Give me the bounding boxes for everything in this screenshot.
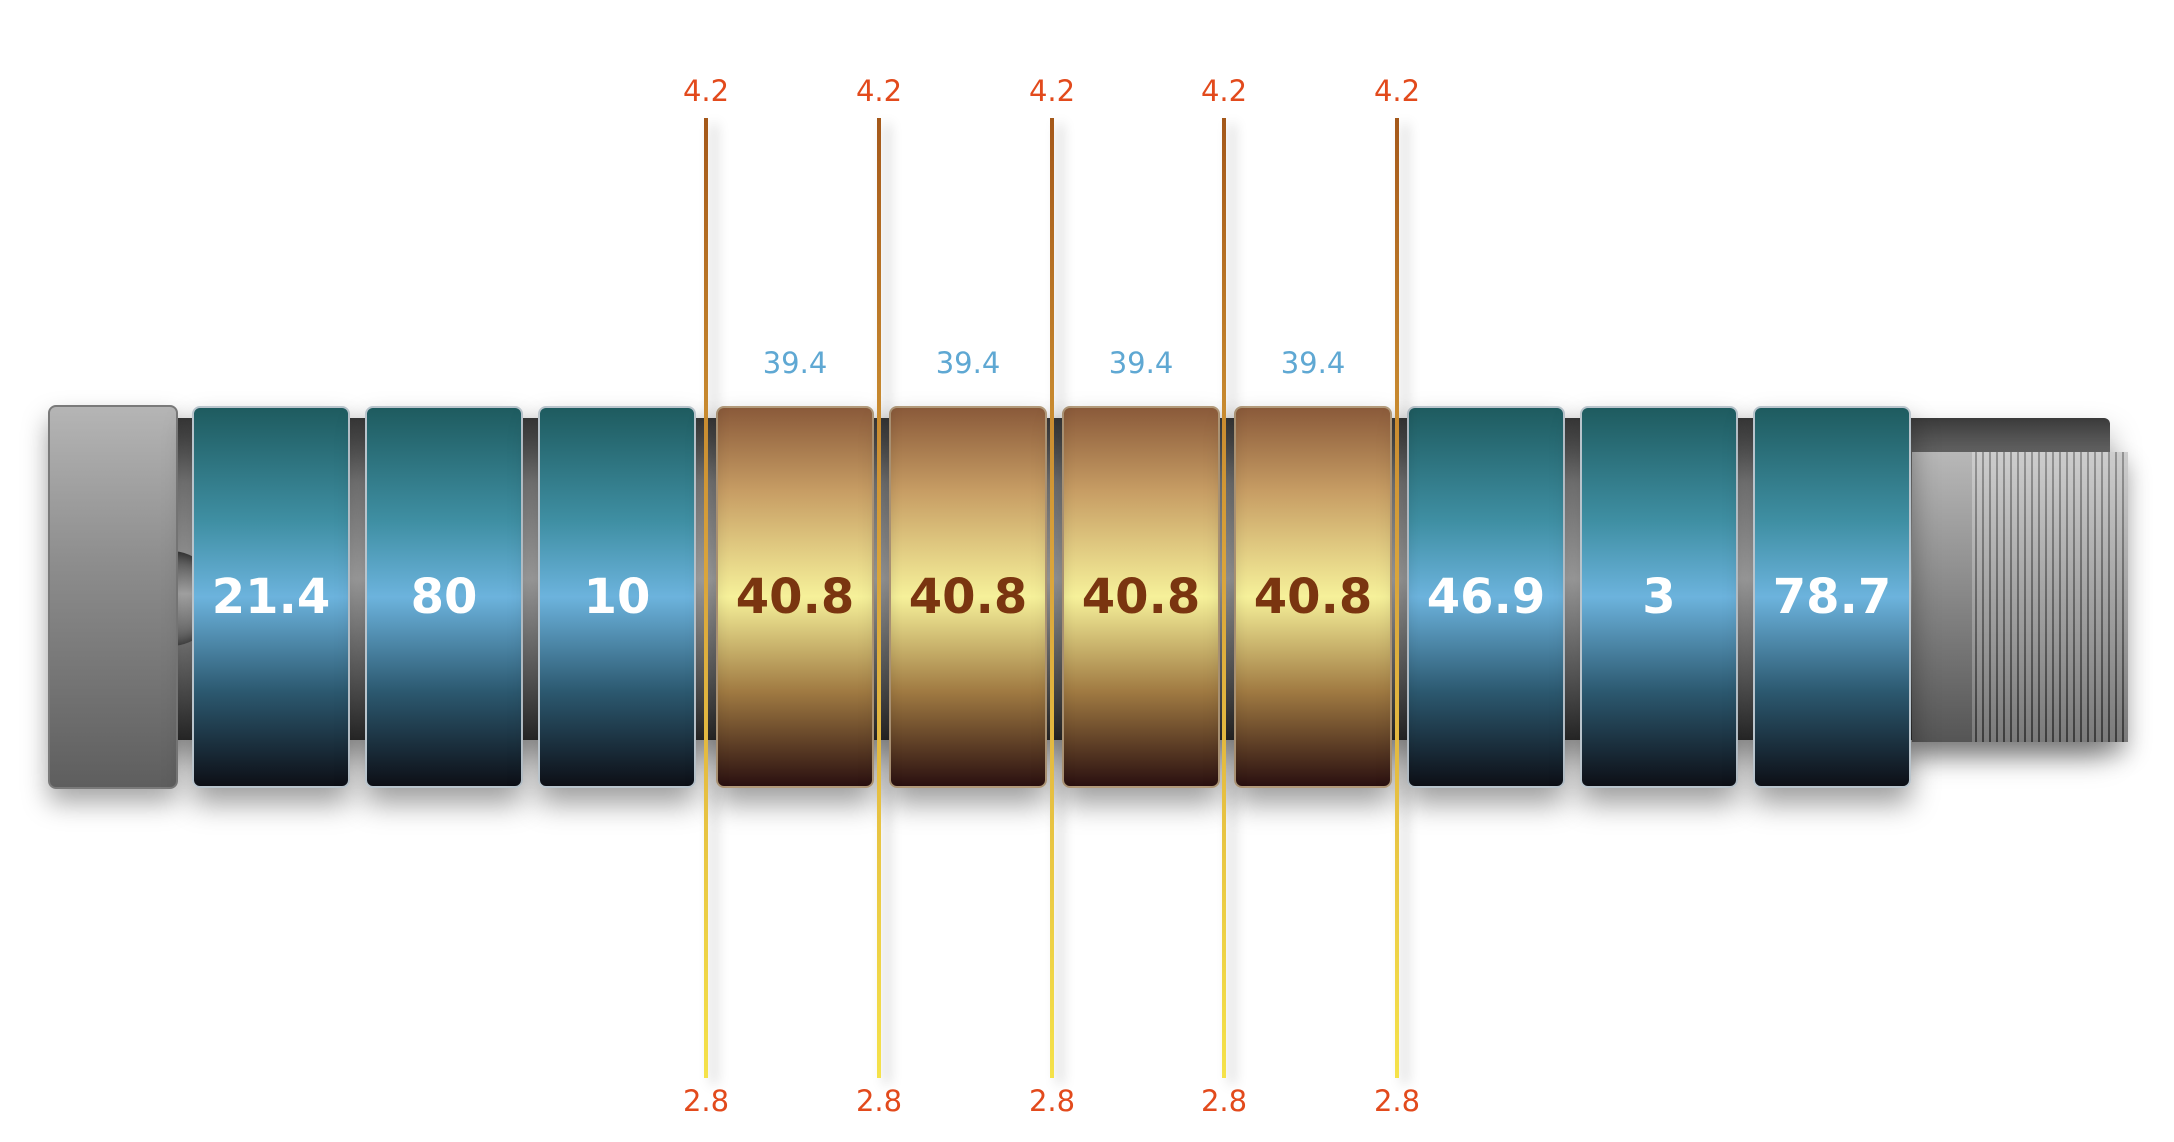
slider-5-value: 40.8	[908, 569, 1028, 625]
slider-8-value: 46.9	[1426, 569, 1546, 625]
slider-8[interactable]	[1407, 406, 1565, 788]
slider-9[interactable]	[1580, 406, 1738, 788]
divider-4-bottom-label: 2.8	[1200, 1084, 1248, 1118]
slider-6[interactable]	[1062, 406, 1220, 788]
divider-4-top-label: 4.2	[1200, 74, 1248, 108]
slider-10-value: 78.7	[1772, 569, 1892, 625]
slider-4[interactable]	[716, 406, 874, 788]
slider-2-value: 80	[410, 569, 478, 625]
divider-1-bottom-label: 2.8	[682, 1084, 730, 1118]
left-end-cap	[48, 405, 178, 789]
slider-3[interactable]	[538, 406, 696, 788]
slider-5-top-label: 39.4	[935, 346, 1001, 380]
slider-3-value: 10	[583, 569, 651, 625]
divider-3-bottom-label: 2.8	[1028, 1084, 1076, 1118]
divider-5-top-label: 4.2	[1373, 74, 1421, 108]
divider-1-top-label: 4.2	[682, 74, 730, 108]
slider-6-top-label: 39.4	[1108, 346, 1174, 380]
slider-7-value: 40.8	[1253, 569, 1373, 625]
divider-2-top-label: 4.2	[855, 74, 903, 108]
slider-10[interactable]	[1753, 406, 1911, 788]
slider-1-value: 21.4	[211, 569, 331, 625]
slider-4-top-label: 39.4	[762, 346, 828, 380]
divider-line-5[interactable]	[1395, 118, 1399, 1078]
divider-5-bottom-label: 2.8	[1373, 1084, 1421, 1118]
divider-3-top-label: 4.2	[1028, 74, 1076, 108]
slider-7[interactable]	[1234, 406, 1392, 788]
divider-2-bottom-label: 2.8	[855, 1084, 903, 1118]
slider-7-top-label: 39.4	[1280, 346, 1346, 380]
grip-collar	[1912, 452, 1972, 742]
divider-line-2[interactable]	[877, 118, 881, 1078]
slider-6-value: 40.8	[1081, 569, 1201, 625]
slider-9-value: 3	[1642, 569, 1676, 625]
slider-2[interactable]	[365, 406, 523, 788]
divider-line-1[interactable]	[704, 118, 708, 1078]
divider-line-4[interactable]	[1222, 118, 1226, 1078]
divider-line-3[interactable]	[1050, 118, 1054, 1078]
slider-1[interactable]	[192, 406, 350, 788]
slider-4-value: 40.8	[735, 569, 855, 625]
slider-5[interactable]	[889, 406, 1047, 788]
